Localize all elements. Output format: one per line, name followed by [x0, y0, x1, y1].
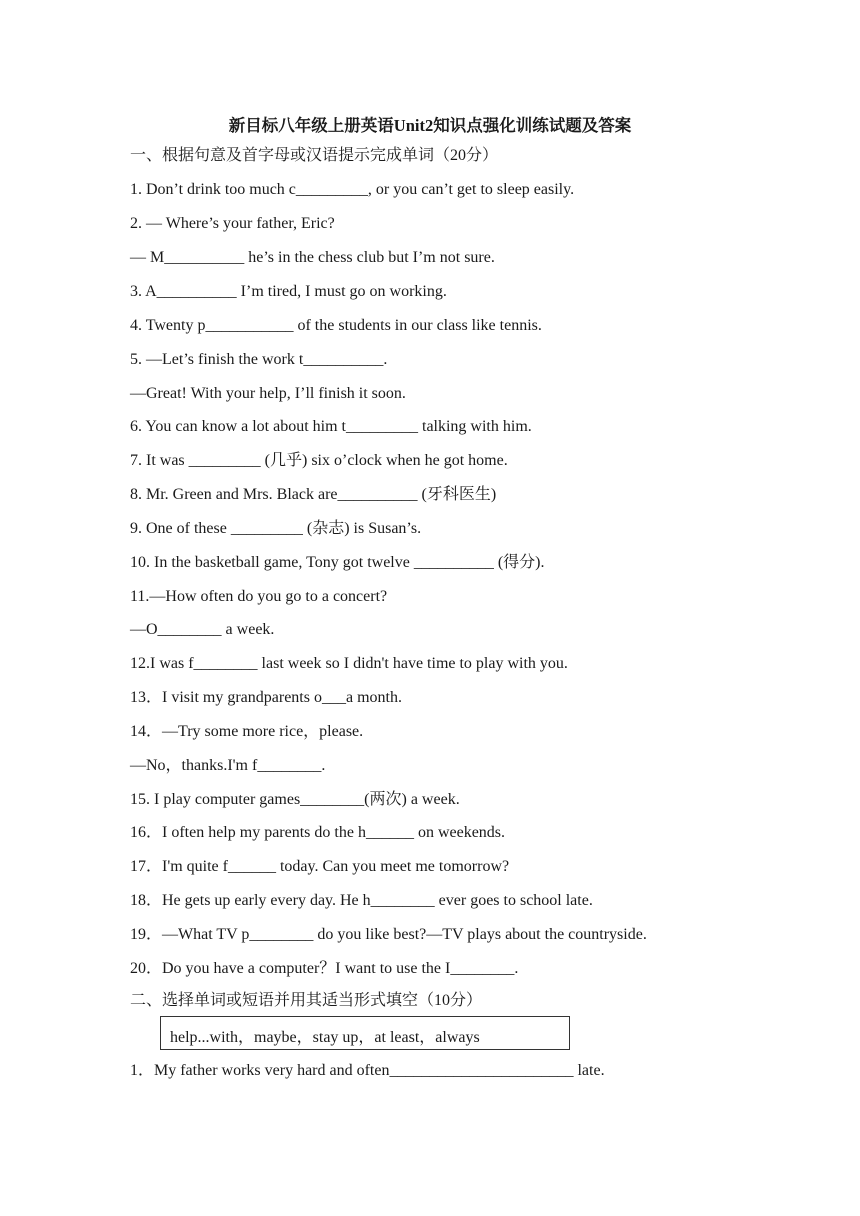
question-line: —O________ a week. [130, 621, 275, 638]
question-line: 20．Do you have a computer？I want to use the I________. [130, 960, 519, 977]
question-line: 11.—How often do you go to a concert? [130, 588, 388, 605]
question-line: 15. I play computer games________(两次) a week. [130, 791, 460, 808]
word-bank-text: help...with，maybe，stay up，at least，always [170, 1029, 480, 1046]
question-line: 12.I was f________ last week so I didn't have time to play with you. [130, 655, 568, 672]
question-line: — M__________ he’s in the chess club but I’m not sure. [130, 249, 495, 266]
question-line: 1. Don’t drink too much c_________, or you can’t get to sleep easily. [130, 181, 575, 198]
word-bank-box [160, 1016, 570, 1050]
question-line: 3. A__________ I’m tired, I must go on working. [130, 283, 447, 300]
question-line: 16．I often help my parents do the h______ on weekends. [130, 824, 506, 841]
question-line: 5. —Let’s finish the work t__________. [130, 351, 388, 368]
section-heading-2: 二、选择单词或短语并用其适当形式填空（10分） [130, 992, 483, 1009]
question-line: 17．I'm quite f______ today. Can you meet me tomorrow? [130, 858, 510, 875]
question-line: —Great! With your help, I’ll finish it soon. [130, 385, 406, 402]
question-line: 9. One of these _________ (杂志) is Susan’s. [130, 520, 422, 537]
question-line: 4. Twenty p___________ of the students in our class like tennis. [130, 317, 542, 334]
question-line: —No，thanks.I'm f________. [130, 757, 326, 774]
question-line: 1．My father works very hard and often_______________________ late. [130, 1062, 605, 1079]
question-line: 2. — Where’s your father, Eric? [130, 215, 335, 232]
document-title: 新目标八年级上册英语Unit2知识点强化训练试题及答案 [228, 116, 632, 135]
question-line: 6. You can know a lot about him t_________ talking with him. [130, 418, 532, 435]
question-line: 8. Mr. Green and Mrs. Black are__________ (牙科医生) [130, 486, 497, 503]
question-line: 18．He gets up early every day. He h________ ever goes to school late. [130, 892, 593, 909]
question-line: 14．—Try some more rice，please. [130, 723, 364, 740]
question-line: 10. In the basketball game, Tony got twelve __________ (得分). [130, 554, 545, 571]
question-line: 7. It was _________ (几乎) six o’clock when he got home. [130, 452, 508, 469]
question-line: 19．—What TV p________ do you like best?—TV plays about the countryside. [130, 926, 647, 943]
section-heading-1: 一、根据句意及首字母或汉语提示完成单词（20分） [130, 147, 499, 164]
question-line: 13．I visit my grandparents o___a month. [130, 689, 402, 706]
